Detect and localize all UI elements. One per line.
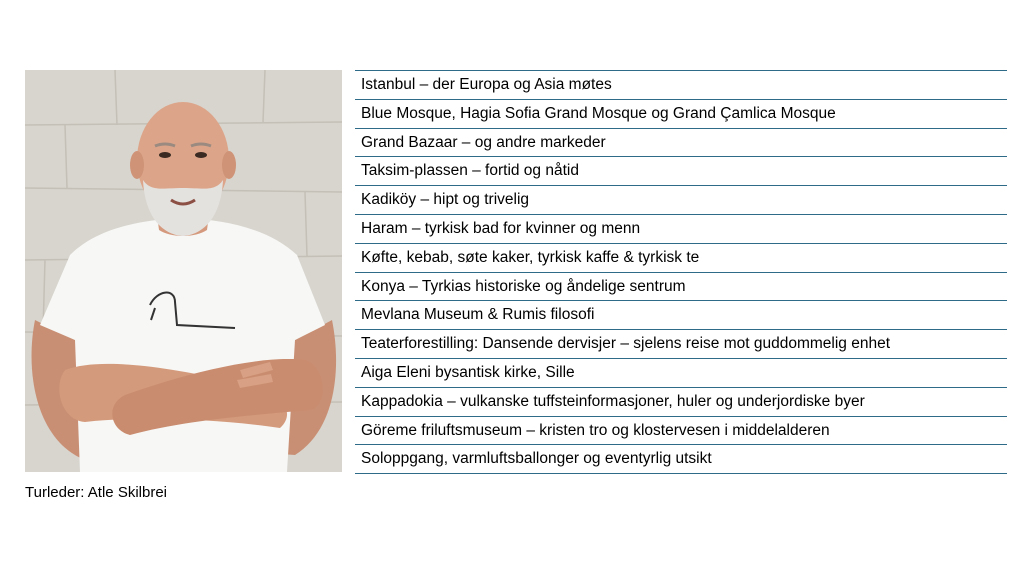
list-item: Soloppgang, varmluftsballonger og eventyrlig utsikt xyxy=(355,445,1007,474)
tour-guide-photo xyxy=(25,70,342,472)
list-item: Taksim-plassen – fortid og nåtid xyxy=(355,157,1007,186)
list-item: Konya – Tyrkias historiske og åndelige sentrum xyxy=(355,273,1007,302)
tour-guide-portrait xyxy=(25,70,342,472)
list-item: Kappadokia – vulkanske tuffsteinformasjoner, huler og underjordiske byer xyxy=(355,388,1007,417)
tour-topics-list xyxy=(355,70,1007,474)
list-item: Göreme friluftsmuseum – kristen tro og klostervesen i middelalderen xyxy=(355,417,1007,446)
list-item: Aiga Eleni bysantisk kirke, Sille xyxy=(355,359,1007,388)
list-item: Kadiköy – hipt og trivelig xyxy=(355,186,1007,215)
list-item: Haram – tyrkisk bad for kvinner og menn xyxy=(355,215,1007,244)
list-item: Mevlana Museum & Rumis filosofi xyxy=(355,301,1007,330)
list-item: Blue Mosque, Hagia Sofia Grand Mosque og Grand Çamlica Mosque xyxy=(355,100,1007,129)
list-item: Køfte, kebab, søte kaker, tyrkisk kaffe & tyrkisk te xyxy=(355,244,1007,273)
list-item: Teaterforestilling: Dansende dervisjer – sjelens reise mot guddommelig enhet xyxy=(355,330,1007,359)
tour-guide-caption: Turleder: Atle Skilbrei xyxy=(25,484,168,501)
list-item: Grand Bazaar – og andre markeder xyxy=(355,129,1007,158)
list-item: Istanbul – der Europa og Asia møtes xyxy=(355,71,1007,100)
